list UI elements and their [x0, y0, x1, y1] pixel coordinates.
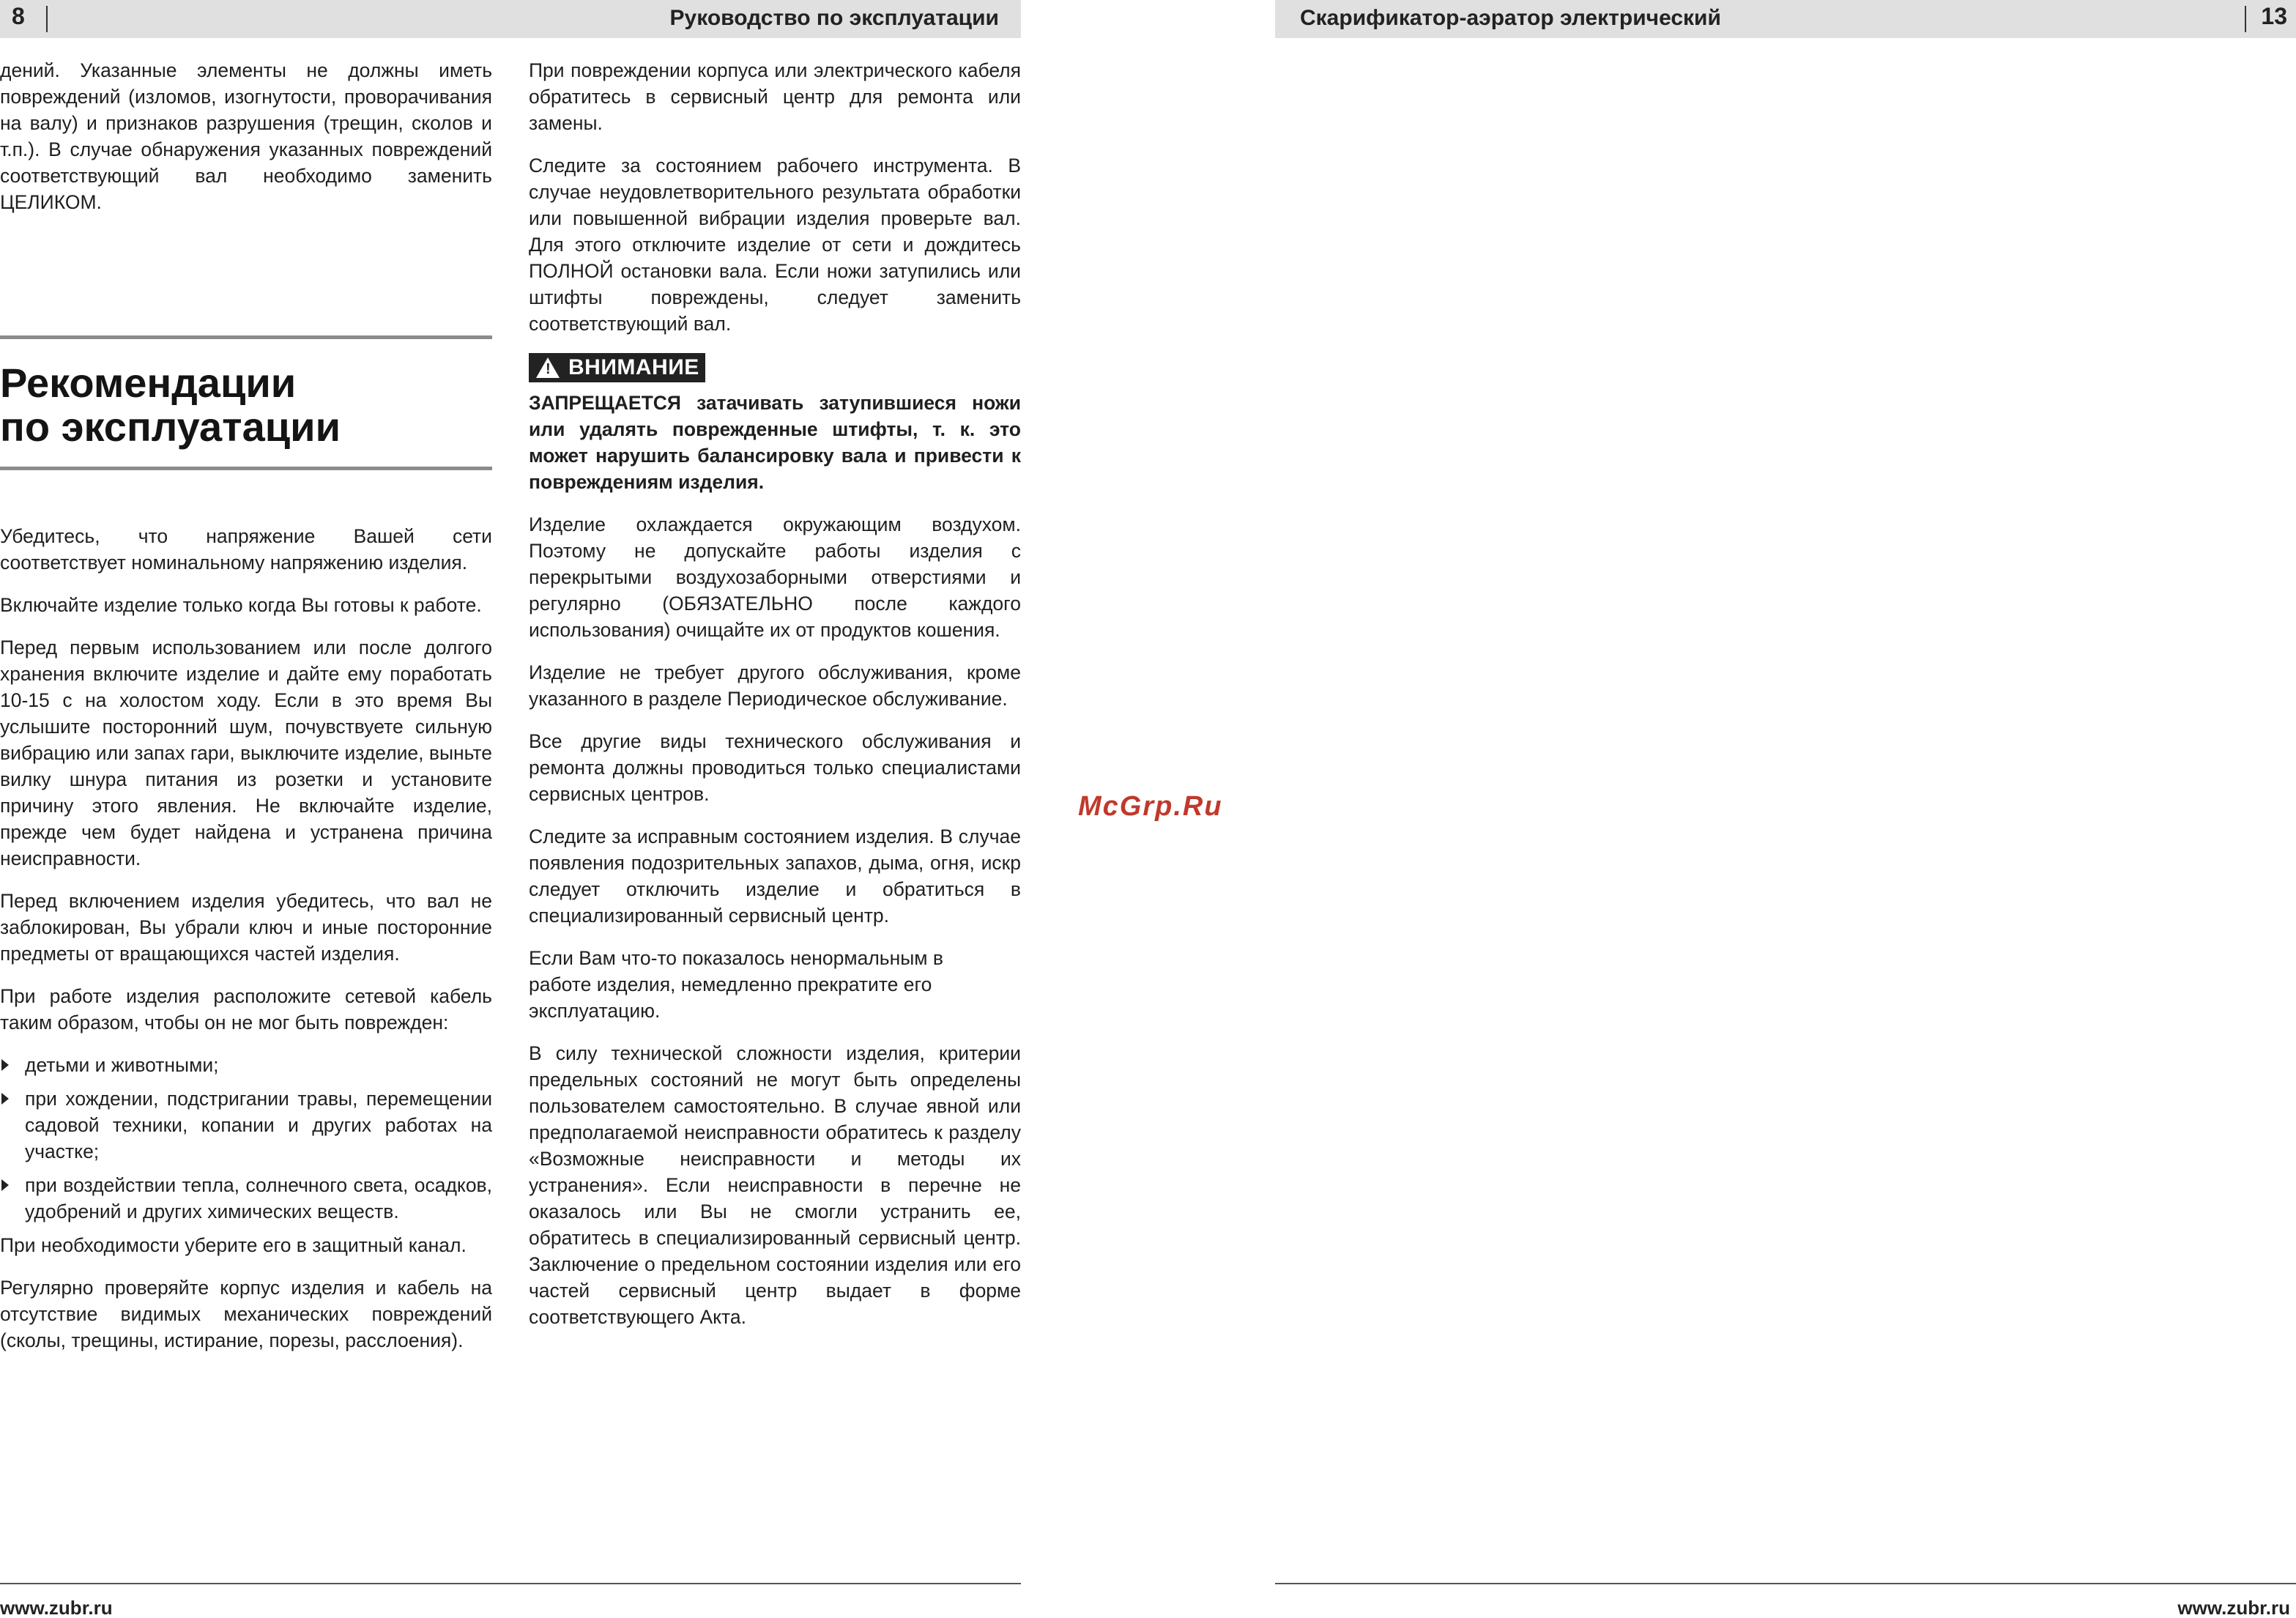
paragraph: Перед первым использованием или после долгого хранения включите изделие и дайте ему поработать 10-15 с на холостом ходу. Если в это время Вы услышите посторонний шум, почувствуете сильную вибрацию или запах гари, выключите изделие, выньте вилку шнура питания из розетки и установите причину этого явления. Не включайте изделие, прежде чем будет найдена и устранена причина неисправности. — [0, 637, 492, 869]
paragraph: Убедитесь, что напряжение Вашей сети соответствует номинальному напряжению изделия. — [0, 525, 492, 574]
warning-text: ЗАПРЕЩАЕТСЯ затачивать затупившиеся ножи или удалять поврежденные штифты, т. к. это может нарушить балансировку вала и привести к повреждениям изделия. — [529, 392, 1021, 493]
warning-label-text: ВНИМАНИЕ — [568, 355, 699, 379]
paragraph: Следите за состоянием рабочего инструмента. В случае неудовлетворительного результата обработки или повышенной вибрации изделия проверьте вал. Для этого отключите изделие от сети и дождитесь ПОЛНОЙ остановки вала. Если ножи затупились или штифты повреждены, следует заменить соответствующий вал. — [529, 155, 1021, 335]
paragraph: Перед включением изделия убедитесь, что вал не заблокирован, Вы убрали ключ и иные посторонние предметы от вращающихся частей изделия. — [0, 890, 492, 965]
list-item: при хождении, подстригании травы, перемещении садовой техники, копании и других работах на участке; — [0, 1086, 492, 1165]
left-footer-url[interactable]: www.zubr.ru — [0, 1597, 113, 1618]
paragraph: Изделие не требует другого обслуживания, кроме указанного в разделе Периодическое обслуживание. — [529, 661, 1021, 710]
list-item: детьми и животными; — [0, 1052, 492, 1078]
paragraph: При повреждении корпуса или электрического кабеля обратитесь в сервисный центр для ремонта или замены. — [529, 59, 1021, 134]
right-footer-url[interactable]: www.zubr.ru — [2177, 1597, 2290, 1618]
section-title — [0, 361, 492, 449]
paragraph: Если Вам что-то показалось ненормальным в работе изделия, немедленно прекратите его эксплуатацию. — [529, 947, 943, 1022]
paragraph: Включайте изделие только когда Вы готовы к работе. — [0, 594, 482, 616]
left-page-number: 8 — [12, 3, 25, 29]
warning-triangle-icon: ! — [536, 357, 560, 378]
arrow-bullet-icon — [1, 1179, 9, 1191]
header-separator — [46, 6, 48, 32]
right-header-title: Скарификатор-аэратор электрический — [1300, 6, 1721, 30]
bullet-list — [0, 1052, 492, 1225]
left-text-column — [0, 57, 492, 1370]
section-title-line-2: по эксплуатации — [0, 404, 341, 450]
list-item: при воздействии тепла, солнечного света, осадков, удобрений и других химических веществ. — [0, 1172, 492, 1225]
paragraph: В силу технической сложности изделия, критерии предельных состояний не могут быть определены пользователем самостоятельно. В случае явной или предполагаемой неисправности обратитесь к разделу «Возможные неисправности и методы их устранения». Если неисправности в перечне не оказалось или Вы не смогли устранить ее, обратитесь в специализированный сервисный центр. Заключение о предельном состоянии изделия или его частей сервисный центр выдает в форме соответствующего Акта. — [529, 1042, 1021, 1328]
warning-label — [529, 353, 705, 382]
right-page-header — [1275, 0, 2296, 38]
paragraph: При необходимости уберите его в защитный канал. — [0, 1234, 467, 1256]
paragraph: Следите за исправным состоянием изделия. В случае появления подозрительных запахов, дыма, огня, искр следует отключить изделие и обратиться в специализированный сервисный центр. — [529, 825, 1021, 927]
section-title-line-1: Рекомендации — [0, 360, 297, 406]
paragraph: Регулярно проверяйте корпус изделия и кабель на отсутствие видимых механических повреждений (сколы, трещины, истирание, порезы, расслоения). — [0, 1277, 492, 1351]
arrow-bullet-icon — [1, 1059, 9, 1071]
header-separator — [2245, 6, 2246, 32]
watermark: McGrp.Ru — [1078, 791, 1223, 822]
arrow-bullet-icon — [1, 1093, 9, 1105]
paragraph: Все другие виды технического обслуживания и ремонта должны проводиться только специалистами сервисных центров. — [529, 730, 1021, 805]
paragraph: При работе изделия расположите сетевой кабель таким образом, чтобы он не мог быть поврежден: — [0, 985, 492, 1033]
left-header-title: Руководство по эксплуатации — [669, 6, 999, 30]
intro-paragraph: дений. Указанные элементы не должны иметь повреждений (изломов, изогнутости, проворачивания на валу) и признаков разрушения (трещин, сколов и т.п.). В случае обнаружения указанных повреждений соответствующий вал необходимо заменить ЦЕЛИКОМ. — [0, 59, 492, 213]
left-footer-rule — [0, 1583, 1021, 1584]
left-page-header — [0, 0, 1021, 38]
paragraph: Изделие охлаждается окружающим воздухом. Поэтому не допускайте работы изделия с перекрытыми воздухозаборными отверстиями и регулярно (ОБЯЗАТЕЛЬНО после каждого использования) очищайте их от продуктов кошения. — [529, 513, 1021, 641]
right-footer-rule — [1275, 1583, 2296, 1584]
right-text-column — [529, 57, 1021, 1346]
right-page-number: 13 — [2261, 3, 2287, 29]
